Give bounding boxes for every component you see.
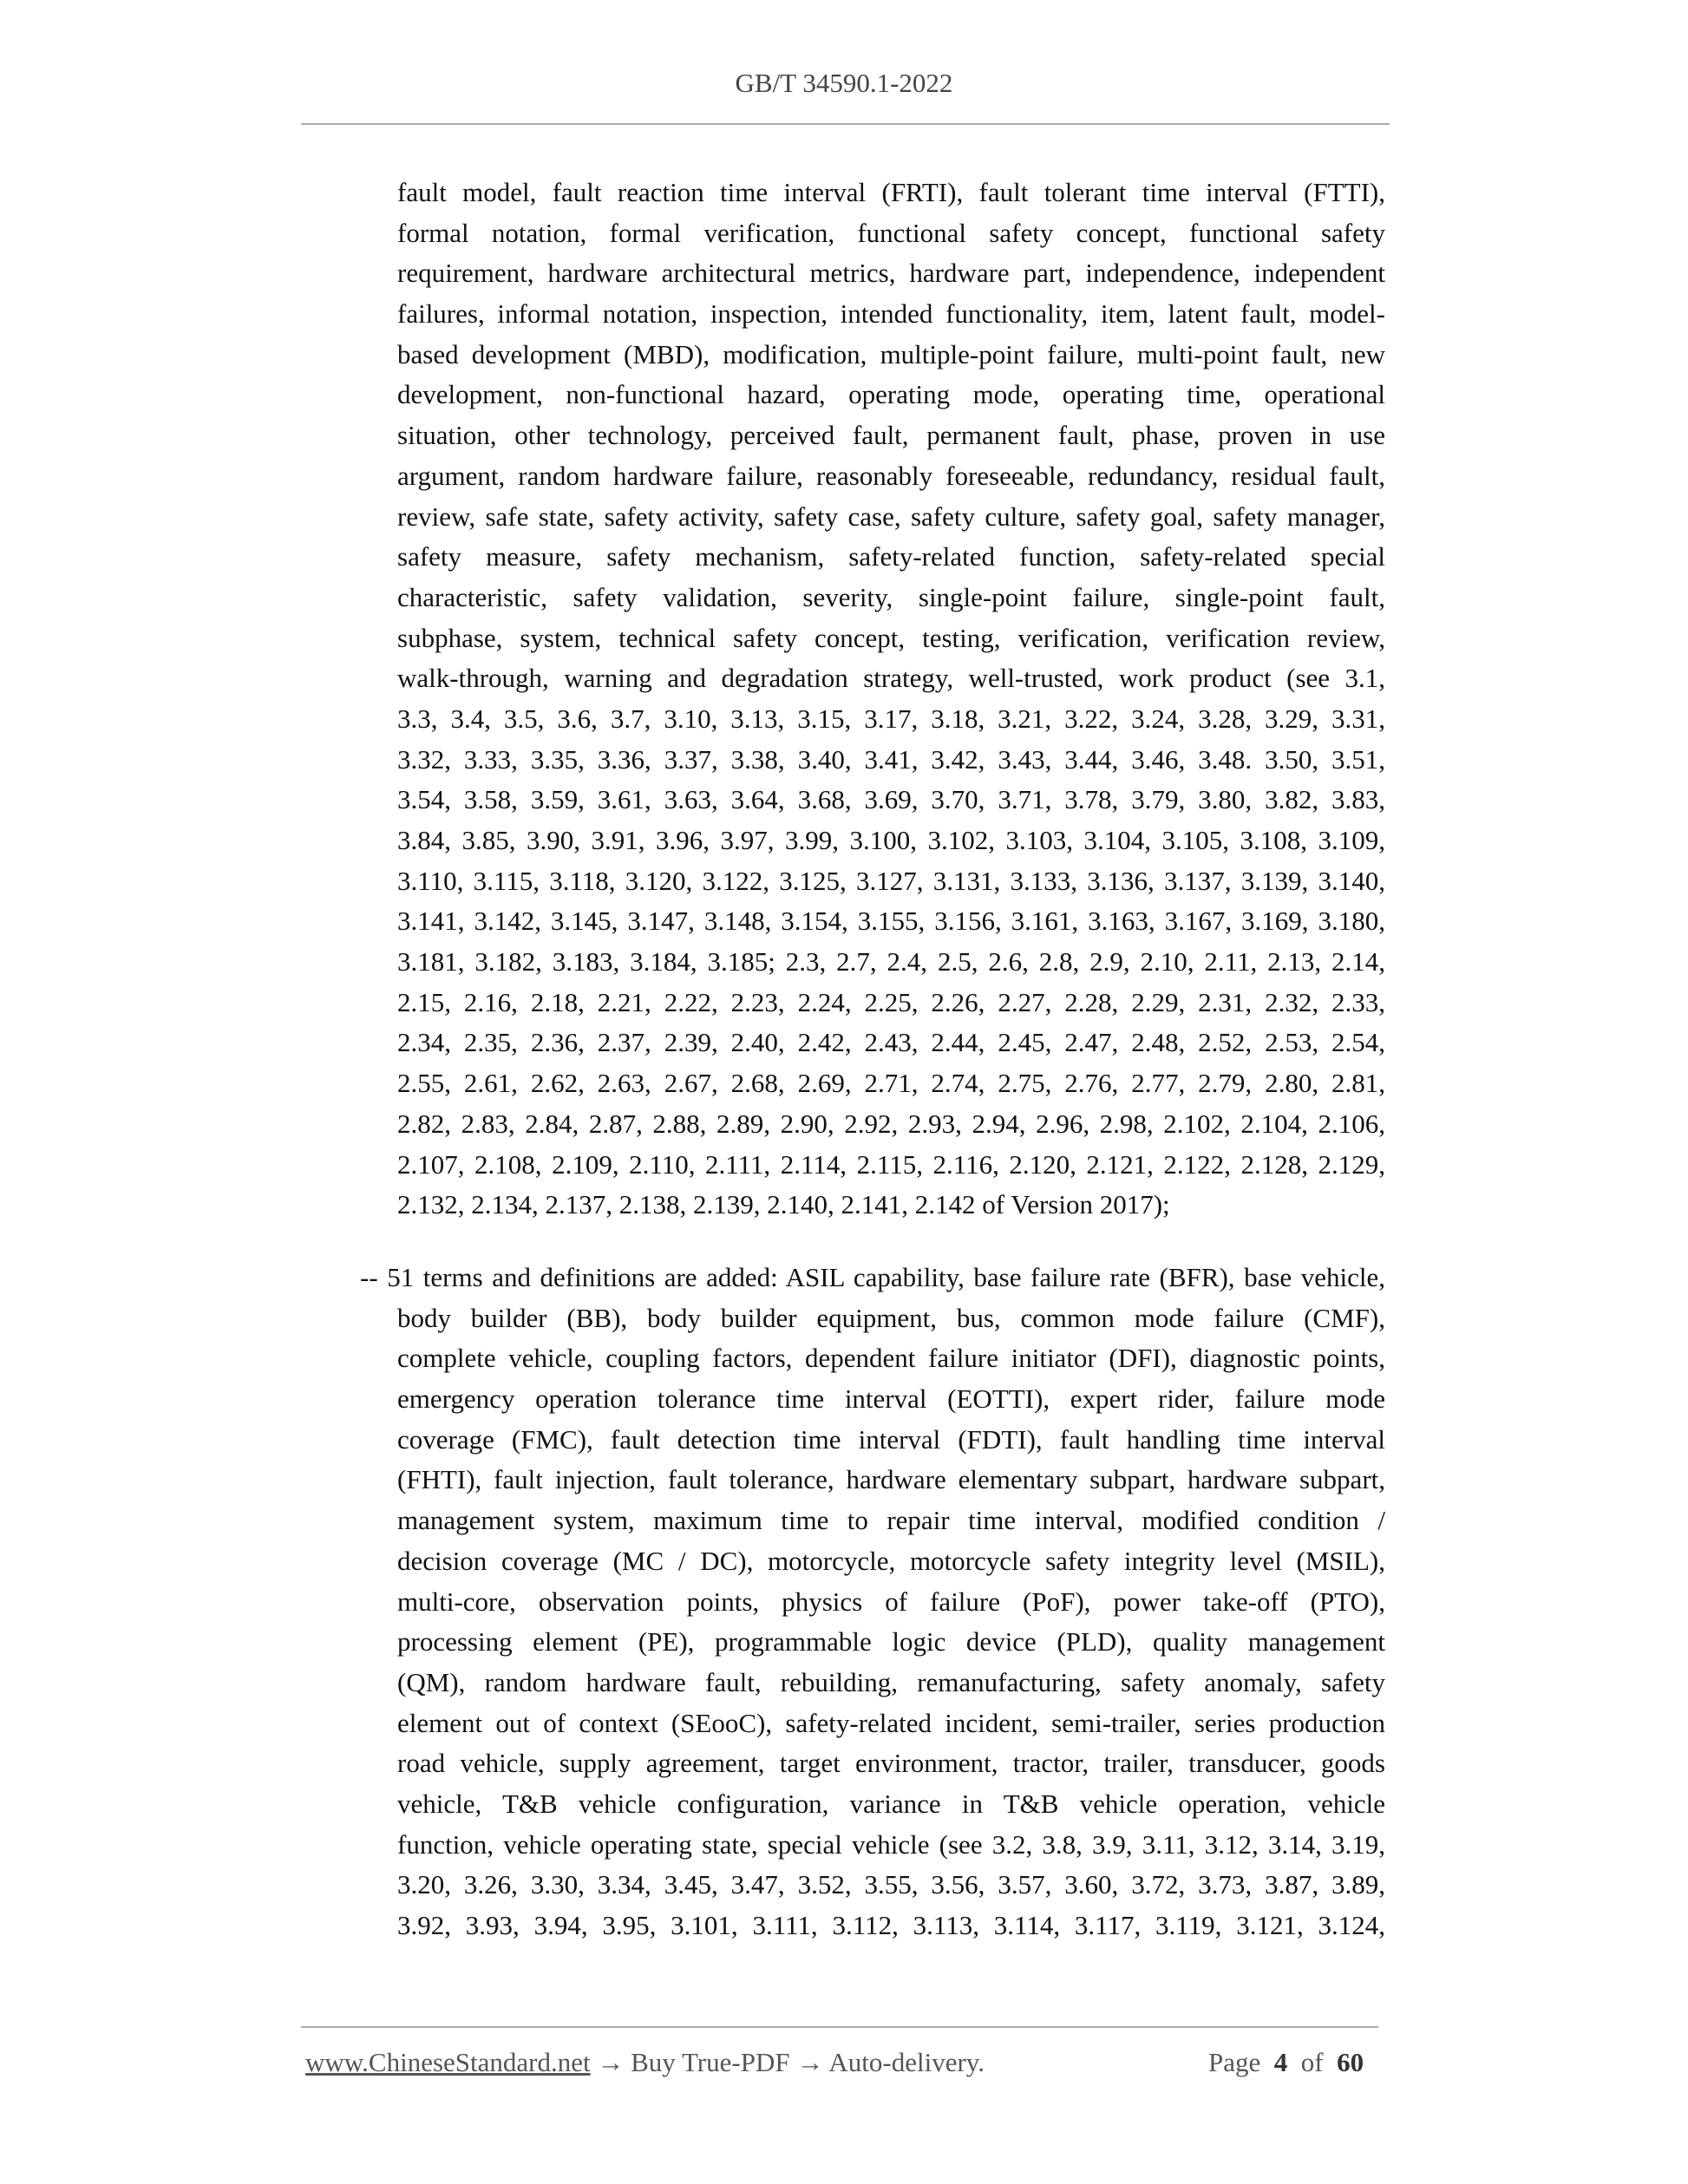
paragraph-line: 2.34, 2.35, 2.36, 2.37, 2.39, 2.40, 2.42, 2.43, 2.44, 2.45, 2.47, 2.48, 2.52, 2.53, 2.54, <box>397 1027 1385 1058</box>
paragraph-line: safety measure, safety mechanism, safety-related function, safety-related special <box>397 541 1385 572</box>
paragraph-line: 2.107, 2.108, 2.109, 2.110, 2.111, 2.114, 2.115, 2.116, 2.120, 2.121, 2.122, 2.128, 2.129, <box>397 1148 1385 1180</box>
paragraph-line: walk-through, warning and degradation strategy, well-trusted, work product (see 3.1, <box>397 663 1385 694</box>
paragraph-line: processing element (PE), programmable logic device (PLD), quality management <box>397 1626 1385 1658</box>
paragraph-line: element out of context (SEooC), safety-related incident, semi-trailer, series production <box>397 1707 1385 1738</box>
paragraph-line: 3.181, 3.182, 3.183, 3.184, 3.185; 2.3, 2.7, 2.4, 2.5, 2.6, 2.8, 2.9, 2.10, 2.11, 2.13, 2.14, <box>397 946 1385 978</box>
paragraph-line: 2.132, 2.134, 2.137, 2.138, 2.139, 2.140, 2.141, 2.142 of Version 2017); <box>397 1189 1170 1220</box>
paragraph-line: 3.84, 3.85, 3.90, 3.91, 3.96, 3.97, 3.99, 3.100, 3.102, 3.103, 3.104, 3.105, 3.108, 3.109, <box>397 825 1385 855</box>
arrow-right-icon: → <box>796 2047 824 2077</box>
footer-divider <box>301 2026 1378 2028</box>
paragraph-line: coverage (FMC), fault detection time interval (FDTI), fault handling time interval <box>397 1423 1385 1455</box>
paragraph-line: function, vehicle operating state, special vehicle (see 3.2, 3.8, 3.9, 3.11, 3.12, 3.14, 3.19, <box>397 1828 1385 1860</box>
paragraph-line: 2.55, 2.61, 2.62, 2.63, 2.67, 2.68, 2.69, 2.71, 2.74, 2.75, 2.76, 2.77, 2.79, 2.80, 2.81, <box>397 1068 1385 1099</box>
buy-pdf-text: Buy True-PDF <box>631 2047 790 2077</box>
footer-promo <box>305 2047 985 2078</box>
paragraph-added-terms-continued <box>397 1298 1385 1946</box>
paragraph-line: review, safe state, safety activity, safety case, safety culture, safety goal, safety manager, <box>397 500 1385 532</box>
document-header-title: GB/T 34590.1-2022 <box>735 68 953 98</box>
paragraph-line: vehicle, T&B vehicle configuration, variance in T&B vehicle operation, vehicle <box>397 1788 1385 1819</box>
paragraph-line: emergency operation tolerance time interval (EOTTI), expert rider, failure mode <box>397 1383 1385 1415</box>
paragraph-line: argument, random hardware failure, reasonably foreseeable, redundancy, residual fault, <box>397 460 1385 491</box>
paragraph-line: 3.92, 3.93, 3.94, 3.95, 3.101, 3.111, 3.112, 3.113, 3.114, 3.117, 3.119, 3.121, 3.124, <box>397 1910 1385 1940</box>
paragraph-line: (FHTI), fault injection, fault tolerance, hardware elementary subpart, hardware subpart, <box>397 1464 1385 1495</box>
page-number <box>1208 2047 1364 2078</box>
paragraph-line: management system, maximum time to repair time interval, modified condition / <box>397 1505 1385 1536</box>
paragraph-line: 3.141, 3.142, 3.145, 3.147, 3.148, 3.154, 3.155, 3.156, 3.161, 3.163, 3.167, 3.169, 3.180, <box>397 906 1385 937</box>
paragraph-added-terms <box>360 1258 1385 1298</box>
paragraph-line: fault model, fault reaction time interval (FRTI), fault tolerant time interval (FTTI), <box>397 177 1385 207</box>
page-label: Page <box>1208 2047 1261 2077</box>
total-pages: 60 <box>1337 2047 1364 2077</box>
paragraph-line: complete vehicle, coupling factors, dependent failure initiator (DFI), diagnostic points, <box>397 1343 1385 1374</box>
paragraph-line: decision coverage (MC / DC), motorcycle, motorcycle safety integrity level (MSIL), <box>397 1545 1385 1576</box>
paragraph-line: 3.20, 3.26, 3.30, 3.34, 3.45, 3.47, 3.52, 3.55, 3.56, 3.57, 3.60, 3.72, 3.73, 3.87, 3.89, <box>397 1869 1385 1900</box>
paragraph-line: situation, other technology, perceived fault, permanent fault, phase, proven in use <box>397 420 1385 451</box>
of-label: of <box>1300 2047 1324 2077</box>
paragraph-line: subphase, system, technical safety concept, testing, verification, verification review, <box>397 622 1385 653</box>
paragraph-line: (QM), random hardware fault, rebuilding, remanufacturing, safety anomaly, safety <box>397 1666 1385 1697</box>
arrow-right-icon: → <box>597 2047 625 2077</box>
paragraph-line: 3.32, 3.33, 3.35, 3.36, 3.37, 3.38, 3.40, 3.41, 3.42, 3.43, 3.44, 3.46, 3.48. 3.50, 3.51, <box>397 743 1385 775</box>
paragraph-line: requirement, hardware architectural metrics, hardware part, independence, independent <box>397 258 1385 289</box>
current-page: 4 <box>1273 2047 1288 2077</box>
paragraph-line: development, non-functional hazard, operating mode, operating time, operational <box>397 379 1385 410</box>
paragraph-line: 3.54, 3.58, 3.59, 3.61, 3.63, 3.64, 3.68, 3.69, 3.70, 3.71, 3.78, 3.79, 3.80, 3.82, 3.83, <box>397 784 1385 815</box>
paragraph-line: 2.82, 2.83, 2.84, 2.87, 2.88, 2.89, 2.90, 2.92, 2.93, 2.94, 2.96, 2.98, 2.102, 2.104, 2.106, <box>397 1108 1385 1139</box>
paragraph-line: 3.110, 3.115, 3.118, 3.120, 3.122, 3.125, 3.127, 3.131, 3.133, 3.136, 3.137, 3.139, 3.140, <box>397 865 1385 896</box>
paragraph-line: body builder (BB), body builder equipment, bus, common mode failure (CMF), <box>397 1302 1385 1333</box>
paragraph-line: multi-core, observation points, physics of failure (PoF), power take-off (PTO), <box>397 1586 1385 1617</box>
paragraph-line: characteristic, safety validation, severity, single-point failure, single-point fault, <box>397 581 1385 612</box>
website-link[interactable]: www.ChineseStandard.net <box>305 2047 591 2077</box>
paragraph-modified-terms <box>397 173 1385 1226</box>
paragraph-line: based development (MBD), modification, multiple-point failure, multi-point fault, new <box>397 338 1385 369</box>
paragraph-line: failures, informal notation, inspection, intended functionality, item, latent fault, model- <box>397 298 1385 330</box>
paragraph-line: road vehicle, supply agreement, target environment, tractor, trailer, transducer, goods <box>397 1748 1385 1779</box>
paragraph-line: -- 51 terms and definitions are added: ASIL capability, base failure rate (BFR), base vehicle, <box>360 1262 1385 1292</box>
auto-delivery-text: Auto-delivery. <box>828 2047 985 2077</box>
paragraph-line: 2.15, 2.16, 2.18, 2.21, 2.22, 2.23, 2.24, 2.25, 2.26, 2.27, 2.28, 2.29, 2.31, 2.32, 2.33, <box>397 986 1385 1017</box>
paragraph-line: formal notation, formal verification, functional safety concept, functional safety <box>397 217 1385 248</box>
paragraph-line: 3.3, 3.4, 3.5, 3.6, 3.7, 3.10, 3.13, 3.15, 3.17, 3.18, 3.21, 3.22, 3.24, 3.28, 3.29, 3.31, <box>397 703 1385 734</box>
header-divider <box>301 123 1390 125</box>
